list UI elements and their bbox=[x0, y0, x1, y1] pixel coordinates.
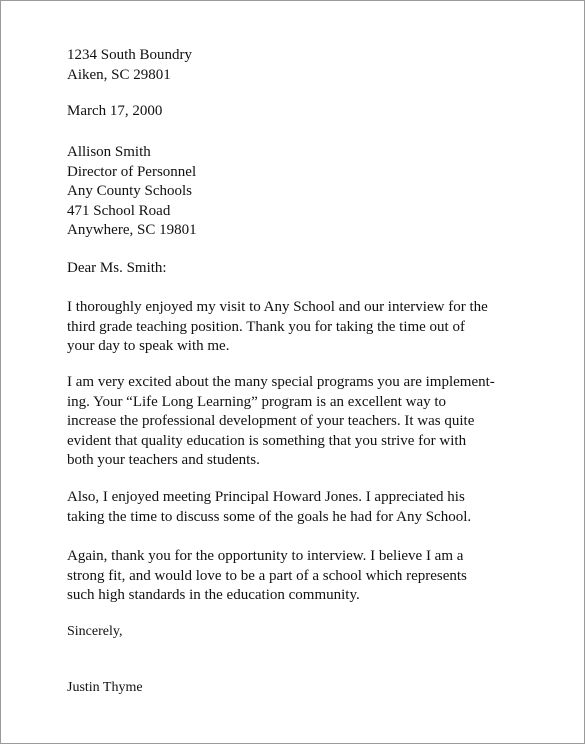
closing-text: Sincerely, bbox=[67, 624, 123, 639]
paragraph-line: such high standards in the education community. bbox=[67, 587, 360, 603]
salutation-text: Dear Ms. Smith: bbox=[67, 260, 167, 276]
sender-city-state-zip: Aiken, SC 29801 bbox=[67, 66, 171, 83]
paragraph-line: third grade teaching position. Thank you for taking the time out of bbox=[67, 318, 465, 335]
recipient-name: Allison Smith bbox=[67, 144, 151, 160]
recipient-city-state-zip: Anywhere, SC 19801 bbox=[67, 222, 197, 238]
paragraph-line: I thoroughly enjoyed my visit to Any School and our interview for the bbox=[67, 299, 488, 315]
paragraph-line: strong fit, and would love to be a part of a school which represents bbox=[67, 567, 467, 584]
paragraph-line: increase the professional development of your teachers. It was quite bbox=[67, 413, 475, 429]
paragraph-line: Again, thank you for the opportunity to interview. I believe I am a bbox=[67, 548, 464, 564]
body-paragraph-2 bbox=[67, 373, 495, 471]
body-paragraph-1 bbox=[67, 298, 488, 357]
recipient-organization: Any County Schools bbox=[67, 183, 193, 199]
date-text: March 17, 2000 bbox=[67, 103, 163, 119]
recipient-address bbox=[67, 143, 197, 241]
paragraph-line: evident that quality education is something that you strive for with bbox=[67, 432, 467, 449]
salutation bbox=[67, 259, 167, 279]
paragraph-line: Also, I enjoyed meeting Principal Howard Jones. I appreciated his bbox=[67, 489, 465, 505]
letter-date bbox=[67, 102, 162, 122]
paragraph-line: your day to speak with me. bbox=[67, 338, 230, 354]
paragraph-line: both your teachers and students. bbox=[67, 452, 260, 468]
paragraph-line: taking the time to discuss some of the goals he had for Any School. bbox=[67, 508, 472, 525]
recipient-street: 471 School Road bbox=[67, 202, 171, 219]
sender-address bbox=[67, 46, 192, 85]
paragraph-line: ing. Your “Life Long Learning” program is an excellent way to bbox=[67, 393, 447, 410]
signature bbox=[67, 678, 143, 698]
recipient-title: Director of Personnel bbox=[67, 163, 197, 180]
body-paragraph-3 bbox=[67, 488, 471, 527]
sender-street: 1234 South Boundry bbox=[67, 47, 193, 63]
paragraph-line: I am very excited about the many special programs you are implement- bbox=[67, 374, 495, 390]
closing bbox=[67, 622, 122, 642]
body-paragraph-4 bbox=[67, 547, 467, 606]
signature-name: Justin Thyme bbox=[67, 680, 143, 695]
